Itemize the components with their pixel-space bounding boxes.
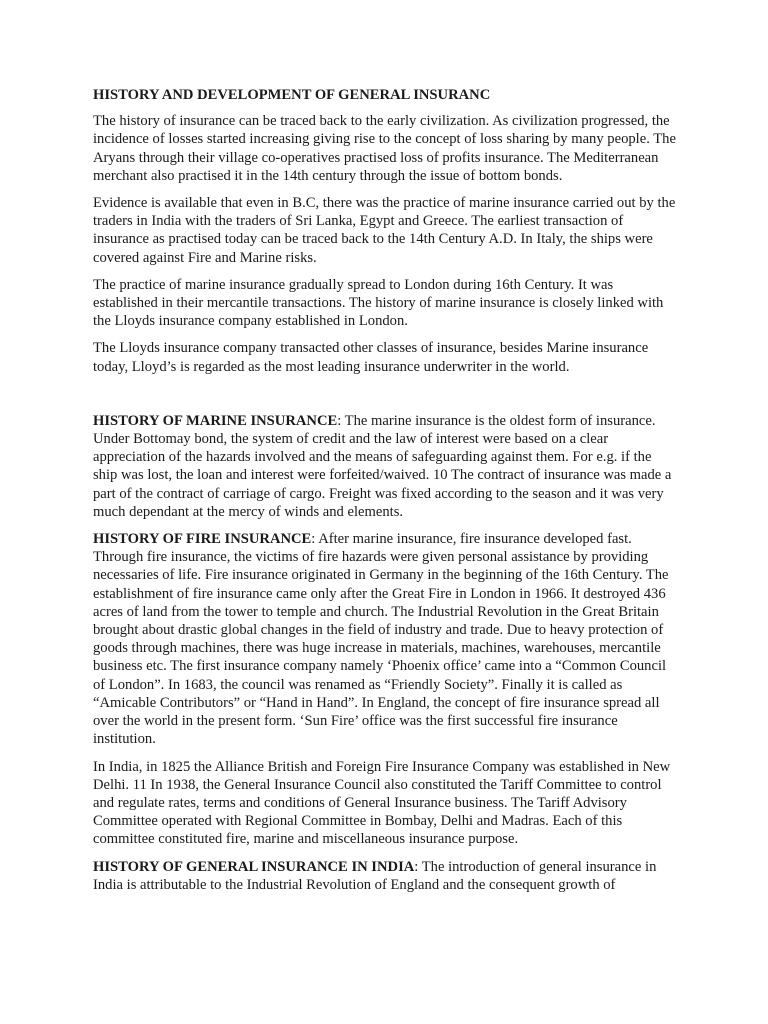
fire-insurance-text: : After marine insurance, fire insurance developed fast. Through fire insurance, the victims of fire hazards were given personal assistance by providing necessaries of life. Fire insurance originated in Germany in the beginning of the 16th Century. The establishment of fire insurance came only after the Great Fire in London in 1966. It destroyed 436 acres of land from the tower to temple and church. The Industrial Revolution in the Great Britain brought about drastic global changes in the field of industry and trade. Due to heavy protection of goods through machines, there was huge increase in materials, machines, warehouses, mercantile business etc. The first insurance company namely ‘Phoenix office’ came into a “Common Council of London”. In 1683, the council was renamed as “Friendly Society”. Finally it is called as “Amicable Contributors” or “Hand in Hand”. In England, the concept of fire insurance spread all over the world in the present form. ‘Sun Fire’ office was the first successful fire insurance institution. <box>93 531 669 748</box>
marine-insurance-heading: HISTORY OF MARINE INSURANCE <box>93 412 338 429</box>
intro-paragraph-4: The Lloyds insurance company transacted other classes of insurance, besides Marine insurance today, Lloyd’s is regarded as the most leading insurance underwriter in the world. <box>93 340 649 375</box>
fire-insurance-heading: HISTORY OF FIRE INSURANCE <box>93 531 312 548</box>
general-insurance-india-text: : The introduction of general insurance in India is attributable to the Industrial Revolution of England and the consequent growth of <box>93 858 657 893</box>
marine-insurance-section <box>93 412 678 521</box>
intro-paragraph-2: Evidence is available that even in B.C, there was the practice of marine insurance carried out by the traders in India with the traders of Sri Lanka, Egypt and Greece. The earliest transaction of insurance as practised today can be traced back to the 14th Century A.D. In Italy, the ships were covered against Fire and Marine risks. <box>93 195 676 266</box>
general-insurance-india-heading: HISTORY OF GENERAL INSURANCE IN INDIA <box>93 858 415 875</box>
document-page <box>93 86 678 903</box>
fire-insurance-section <box>93 530 678 748</box>
marine-insurance-text: : The marine insurance is the oldest form of insurance. Under Bottomay bond, the system of credit and the law of interest were based on a clear appreciation of the hazards involved and the means of safeguarding against them. For e.g. if the ship was lost, the loan and interest were forfeited/waived. 10 The contract of insurance was made a part of the contract of carriage of cargo. Freight was fixed according to the season and it was very much dependant at the mercy of winds and elements. <box>93 412 672 520</box>
general-insurance-india-section <box>93 858 678 894</box>
document-title: HISTORY AND DEVELOPMENT OF GENERAL INSURANC <box>93 87 491 103</box>
section-gap <box>93 385 678 412</box>
intro-paragraph-3: The practice of marine insurance gradually spread to London during 16th Century. It was established in their mercantile transactions. The history of marine insurance is closely linked with the Lloyds insurance company established in London. <box>93 276 664 330</box>
intro-paragraph-1: The history of insurance can be traced back to the early civilization. As civilization progressed, the incidence of losses started increasing giving rise to the concept of loss sharing by many people. The Aryans through their village co-operatives practised loss of profits insurance. The Mediterranean merchant also practised it in the 14th century through the issue of bottom bonds. <box>93 113 676 184</box>
india-fire-insurance-paragraph: In India, in 1825 the Alliance British and Foreign Fire Insurance Company was established in New Delhi. 11 In 1938, the General Insurance Council also constituted the Tariff Committee to control and regulate rates, terms and conditions of General Insurance business. The Tariff Advisory Committee operated with Regional Committee in Bombay, Delhi and Madras. Each of this committee constituted fire, marine and miscellaneous insurance purpose. <box>93 758 671 848</box>
